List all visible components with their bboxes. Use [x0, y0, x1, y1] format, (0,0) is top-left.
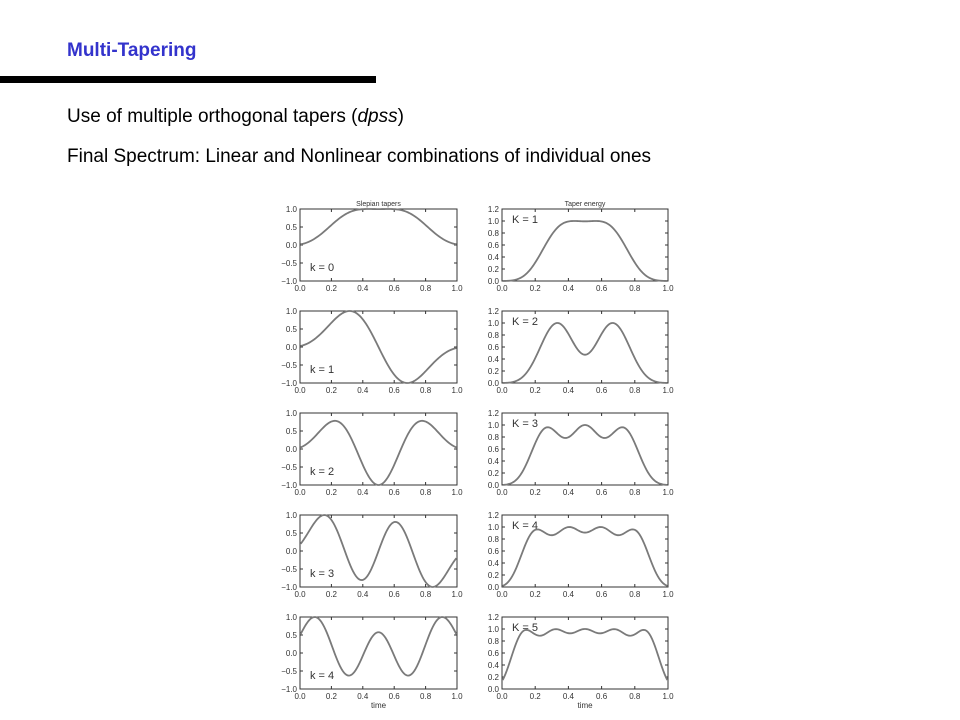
energy-xtick-label: 0.0 — [496, 590, 508, 599]
energy-xtick-label: 0.2 — [529, 488, 541, 497]
energy-ytick-label: 0.0 — [487, 481, 499, 490]
slepian-xtick-label: 1.0 — [451, 590, 463, 599]
slepian-xtick-label: 0.4 — [357, 692, 369, 701]
slepian-ytick-label: 0.5 — [285, 427, 297, 436]
slepian-xtick-label: 1.0 — [451, 386, 463, 395]
energy-xtick-label: 0.8 — [629, 284, 641, 293]
slepian-ytick-label: 0.5 — [285, 325, 297, 334]
slepian-xtick-label: 0.4 — [357, 284, 369, 293]
energy-xtick-label: 1.0 — [662, 386, 674, 395]
energy-xtick-label: 0.6 — [596, 692, 608, 701]
slepian-ytick-label: −1.0 — [281, 277, 297, 286]
energy-ytick-label: 0.2 — [487, 673, 499, 682]
energy-xtick-label: 0.4 — [562, 386, 574, 395]
energy-ytick-label: 1.0 — [487, 217, 499, 226]
energy-xtick-label: 0.8 — [629, 590, 641, 599]
slepian-ytick-label: −1.0 — [281, 481, 297, 490]
slepian-xtick-label: 0.6 — [388, 386, 400, 395]
slepian-xtick-label: 0.4 — [357, 590, 369, 599]
slepian-xtick-label: 0.8 — [420, 488, 432, 497]
slepian-ytick-label: 1.0 — [285, 511, 297, 520]
energy-ytick-label: 0.8 — [487, 433, 499, 442]
energy-xtick-label: 0.2 — [529, 386, 541, 395]
energy-title: Taper energy — [564, 201, 606, 208]
energy-ytick-label: 1.0 — [487, 523, 499, 532]
slepian-ytick-label: −0.5 — [281, 667, 297, 676]
energy-ytick-label: 0.6 — [487, 445, 499, 454]
energy-xaxis-label: time — [577, 701, 593, 710]
bullet-dpss-suffix: ) — [397, 106, 404, 127]
energy-xtick-label: 0.4 — [562, 590, 574, 599]
energy-curve-4 — [503, 527, 668, 586]
energy-ytick-label: 0.8 — [487, 331, 499, 340]
taper-figure-svg — [272, 197, 693, 720]
slepian-xtick-label: 0.6 — [388, 692, 400, 701]
energy-ytick-label: 0.0 — [487, 379, 499, 388]
slepian-panel-label-3: k = 2 — [310, 466, 335, 478]
slepian-ytick-label: 1.0 — [285, 613, 297, 622]
slepian-xtick-label: 0.2 — [325, 692, 337, 701]
energy-xtick-label: 1.0 — [662, 692, 674, 701]
energy-xtick-label: 0.2 — [529, 692, 541, 701]
slepian-xtick-label: 0.0 — [294, 692, 306, 701]
energy-panel-label-4: K = 4 — [512, 520, 538, 532]
taper-figure — [272, 197, 693, 720]
slepian-xtick-label: 0.8 — [420, 386, 432, 395]
title-divider — [0, 76, 376, 83]
energy-ytick-label: 1.2 — [487, 613, 499, 622]
energy-xtick-label: 1.0 — [662, 284, 674, 293]
slepian-xtick-label: 0.0 — [294, 590, 306, 599]
energy-xtick-label: 0.6 — [596, 590, 608, 599]
slepian-ytick-label: 0.0 — [285, 547, 297, 556]
slepian-xtick-label: 0.4 — [357, 386, 369, 395]
energy-xtick-label: 0.0 — [496, 386, 508, 395]
energy-ytick-label: 0.6 — [487, 343, 499, 352]
energy-xtick-label: 0.0 — [496, 692, 508, 701]
slepian-ytick-label: −0.5 — [281, 463, 297, 472]
slepian-panel-label-2: k = 1 — [310, 364, 335, 376]
energy-curve-1 — [503, 221, 668, 281]
slepian-xtick-label: 0.6 — [388, 488, 400, 497]
slepian-xtick-label: 0.6 — [388, 590, 400, 599]
energy-ytick-label: 0.6 — [487, 649, 499, 658]
energy-ytick-label: 0.6 — [487, 547, 499, 556]
energy-xtick-label: 0.0 — [496, 488, 508, 497]
energy-ytick-label: 0.0 — [487, 277, 499, 286]
energy-ytick-label: 1.2 — [487, 205, 499, 214]
slepian-xaxis-label: time — [370, 701, 387, 710]
energy-ytick-label: 1.2 — [487, 511, 499, 520]
energy-ytick-label: 0.8 — [487, 637, 499, 646]
energy-panel-label-3: K = 3 — [512, 418, 538, 430]
slepian-ytick-label: −1.0 — [281, 583, 297, 592]
slepian-ytick-label: −0.5 — [281, 361, 297, 370]
bullet-dpss — [67, 106, 404, 128]
energy-ytick-label: 0.2 — [487, 571, 499, 580]
energy-ytick-label: 0.2 — [487, 265, 499, 274]
energy-xtick-label: 0.8 — [629, 386, 641, 395]
energy-panel-label-2: K = 2 — [512, 316, 538, 328]
energy-ytick-label: 0.8 — [487, 535, 499, 544]
slepian-curve-5 — [301, 617, 457, 676]
energy-panel-label-5: K = 5 — [512, 622, 538, 634]
energy-xtick-label: 1.0 — [662, 590, 674, 599]
slepian-panel-label-5: k = 4 — [310, 670, 335, 682]
slepian-xtick-label: 0.2 — [325, 284, 337, 293]
energy-ytick-label: 0.4 — [487, 457, 499, 466]
slepian-ytick-label: −0.5 — [281, 259, 297, 268]
energy-ytick-label: 0.4 — [487, 559, 499, 568]
slepian-ytick-label: 0.0 — [285, 445, 297, 454]
slepian-xtick-label: 0.2 — [325, 488, 337, 497]
slepian-xtick-label: 0.8 — [420, 284, 432, 293]
slepian-xtick-label: 0.8 — [420, 692, 432, 701]
slepian-curve-1 — [301, 209, 457, 244]
energy-ytick-label: 0.4 — [487, 253, 499, 262]
bullet-final-spectrum-text: Final Spectrum: Linear and Nonlinear combinations of individual ones — [67, 146, 652, 167]
energy-ytick-label: 1.0 — [487, 421, 499, 430]
slepian-xtick-label: 1.0 — [451, 284, 463, 293]
slepian-ytick-label: 0.0 — [285, 241, 297, 250]
slepian-ytick-label: 0.5 — [285, 529, 297, 538]
energy-xtick-label: 0.4 — [562, 488, 574, 497]
energy-ytick-label: 0.0 — [487, 583, 499, 592]
slepian-ytick-label: −0.5 — [281, 565, 297, 574]
slepian-ytick-label: 1.0 — [285, 409, 297, 418]
slepian-panel-label-1: k = 0 — [310, 262, 335, 274]
slepian-ytick-label: 0.5 — [285, 223, 297, 232]
slepian-xtick-label: 0.0 — [294, 488, 306, 497]
energy-xtick-label: 0.8 — [629, 488, 641, 497]
slepian-ytick-label: 1.0 — [285, 205, 297, 214]
energy-ytick-label: 0.4 — [487, 355, 499, 364]
energy-ytick-label: 1.2 — [487, 409, 499, 418]
slepian-xtick-label: 0.4 — [357, 488, 369, 497]
slepian-xtick-label: 0.0 — [294, 386, 306, 395]
slepian-xtick-label: 1.0 — [451, 488, 463, 497]
energy-xtick-label: 0.2 — [529, 590, 541, 599]
energy-curve-5 — [503, 629, 668, 680]
energy-xtick-label: 0.6 — [596, 284, 608, 293]
slepian-ytick-label: 1.0 — [285, 307, 297, 316]
energy-xtick-label: 0.4 — [562, 284, 574, 293]
energy-xtick-label: 0.6 — [596, 386, 608, 395]
energy-xtick-label: 0.0 — [496, 284, 508, 293]
energy-xtick-label: 0.4 — [562, 692, 574, 701]
slepian-xtick-label: 0.2 — [325, 386, 337, 395]
energy-ytick-label: 1.2 — [487, 307, 499, 316]
bullet-dpss-italic: dpss — [357, 106, 398, 127]
energy-xtick-label: 0.6 — [596, 488, 608, 497]
energy-ytick-label: 0.8 — [487, 229, 499, 238]
slepian-title: Slepian tapers — [356, 201, 401, 208]
slepian-ytick-label: −1.0 — [281, 685, 297, 694]
slide-title: Multi-Tapering — [67, 40, 197, 61]
slepian-xtick-label: 1.0 — [451, 692, 463, 701]
slepian-xtick-label: 0.8 — [420, 590, 432, 599]
energy-xtick-label: 0.8 — [629, 692, 641, 701]
energy-xtick-label: 0.2 — [529, 284, 541, 293]
energy-ytick-label: 1.0 — [487, 625, 499, 634]
bullet-dpss-prefix: Use of multiple orthogonal tapers ( — [67, 106, 358, 127]
slepian-xtick-label: 0.6 — [388, 284, 400, 293]
energy-panel-label-1: K = 1 — [512, 214, 538, 226]
slepian-ytick-label: 0.0 — [285, 649, 297, 658]
energy-ytick-label: 0.6 — [487, 241, 499, 250]
energy-xtick-label: 1.0 — [662, 488, 674, 497]
energy-ytick-label: 0.2 — [487, 367, 499, 376]
energy-ytick-label: 0.4 — [487, 661, 499, 670]
energy-ytick-label: 0.2 — [487, 469, 499, 478]
bullet-final-spectrum — [67, 146, 651, 168]
energy-curve-2 — [503, 323, 668, 383]
energy-curve-3 — [503, 425, 668, 485]
slepian-ytick-label: 0.5 — [285, 631, 297, 640]
slepian-xtick-label: 0.2 — [325, 590, 337, 599]
energy-ytick-label: 0.0 — [487, 685, 499, 694]
slepian-ytick-label: −1.0 — [281, 379, 297, 388]
slepian-ytick-label: 0.0 — [285, 343, 297, 352]
energy-ytick-label: 1.0 — [487, 319, 499, 328]
slepian-panel-label-4: k = 3 — [310, 568, 335, 580]
slepian-xtick-label: 0.0 — [294, 284, 306, 293]
